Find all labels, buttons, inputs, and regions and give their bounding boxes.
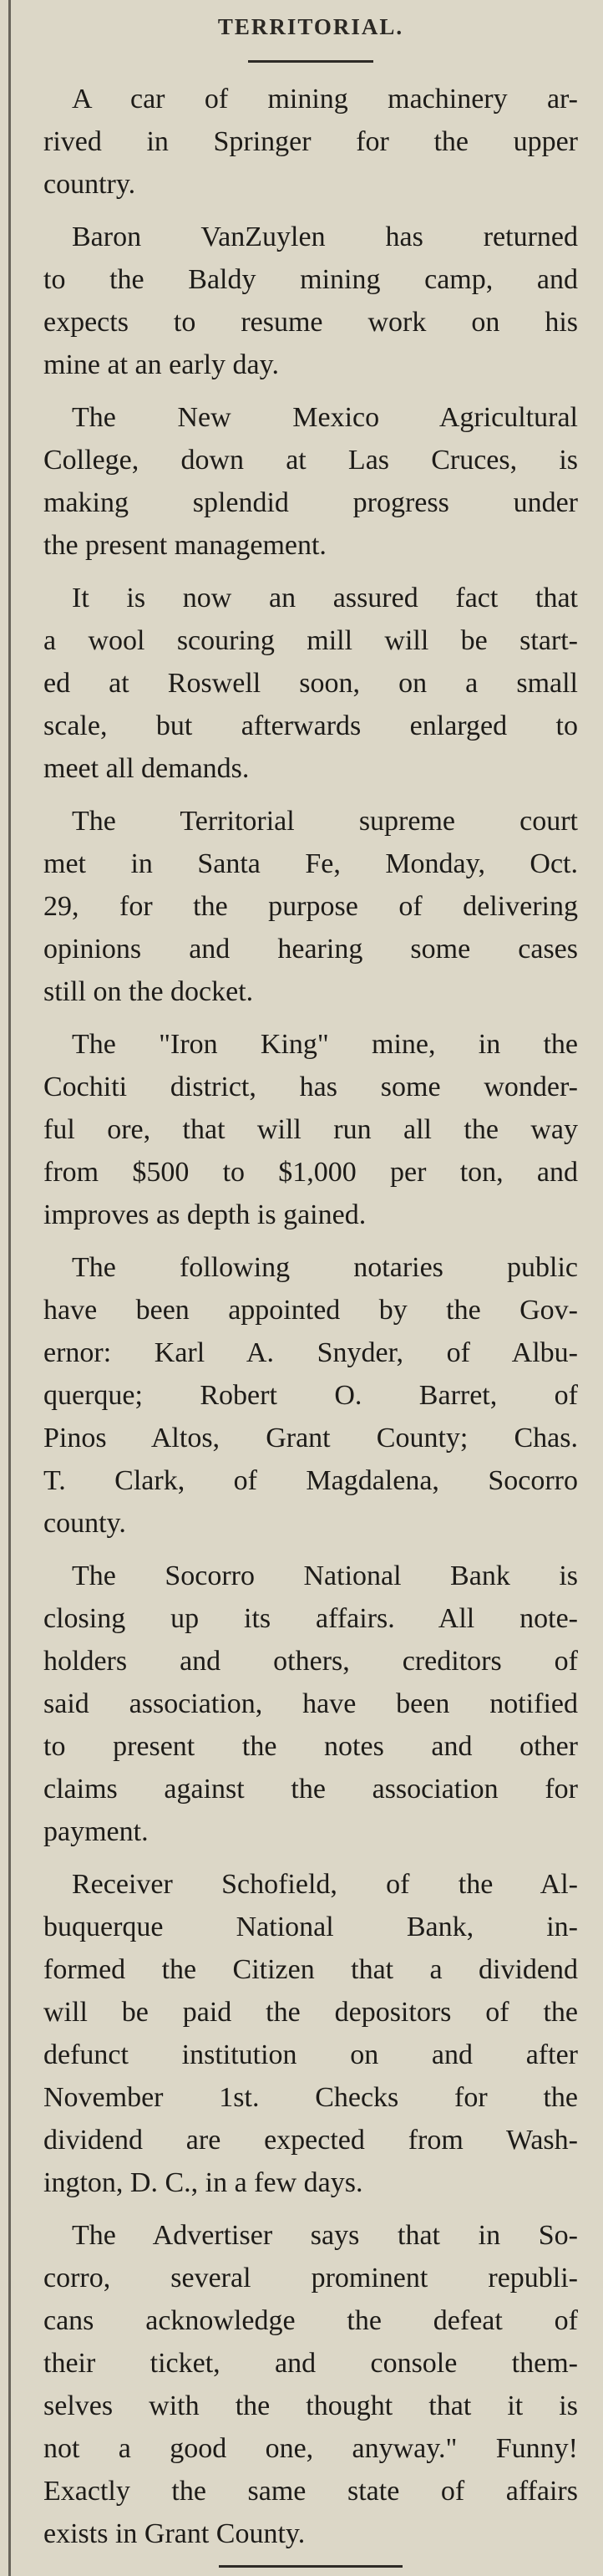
paragraph-line: improves as depth is gained. [43,1199,367,1230]
paragraph-line: Exactly the same state of affairs [43,2476,578,2507]
news-paragraph [43,1555,578,1853]
heading-divider [248,60,373,63]
paragraph-line: dividend are expected from Wash- [43,2125,578,2156]
paragraph-line: ful ore, that will run all the way [43,1114,578,1145]
news-paragraph [43,577,578,790]
paragraph-line: meet all demands. [43,753,250,784]
paragraph-line: exists in Grant County. [43,2518,306,2549]
paragraphs-container [43,78,578,2555]
paragraph-line: ington, D. C., in a few days. [43,2167,363,2198]
paragraph-line: opinions and hearing some cases [43,934,578,965]
paragraph-line: from $500 to $1,000 per ton, and [43,1157,578,1188]
paragraph-line: scale, but afterwards enlarged to [43,710,578,741]
paragraph-line: claims against the association for [43,1774,578,1805]
paragraph-line: The New Mexico Agricultural [72,402,578,433]
paragraph-line: ernor: Karl A. Snyder, of Albu- [43,1337,578,1368]
news-paragraph [43,2214,578,2555]
paragraph-line: The "Iron King" mine, in the [72,1029,578,1060]
paragraph-line: A car of mining machinery ar- [72,84,578,115]
news-paragraph [43,1023,578,1236]
paragraph-line: the present management. [43,530,327,561]
paragraph-line: cans acknowledge the defeat of [43,2305,578,2336]
news-paragraph [43,78,578,206]
paragraph-line: will be paid the depositors of the [43,1997,578,2028]
paragraph-line: The Territorial supreme court [72,806,578,837]
footer-divider [219,2565,403,2568]
paragraph-line: mine at an early day. [43,349,279,380]
news-paragraph [43,800,578,1013]
paragraph-line: The Advertiser says that in So- [72,2220,578,2251]
paragraph-line: not a good one, anyway." Funny! [43,2433,578,2464]
news-paragraph [43,1863,578,2204]
paragraph-line: country. [43,169,136,200]
paragraph-line: ed at Roswell soon, on a small [43,668,578,699]
paragraph-line: November 1st. Checks for the [43,2082,578,2113]
paragraph-line: a wool scouring mill will be start- [43,625,578,656]
paragraph-line: holders and others, creditors of [43,1646,578,1677]
news-paragraph [43,396,578,567]
paragraph-line: met in Santa Fe, Monday, Oct. [43,848,578,879]
paragraph-line: making splendid progress under [43,487,578,518]
paragraph-line: still on the docket. [43,976,254,1007]
paragraph-line: have been appointed by the Gov- [43,1295,578,1326]
paragraph-line: Cochiti district, has some wonder- [43,1072,578,1102]
paragraph-line: Receiver Schofield, of the Al- [72,1869,578,1900]
column-left-rule [8,0,11,2576]
paragraph-line: The following notaries public [72,1252,578,1283]
paragraph-line: T. Clark, of Magdalena, Socorro [43,1465,578,1496]
paragraph-line: selves with the thought that it is [43,2390,578,2421]
paragraph-line: It is now an assured fact that [72,583,578,613]
paragraph-line: corro, several prominent republi- [43,2263,578,2293]
news-paragraph [43,216,578,386]
paragraph-line: to present the notes and other [43,1731,578,1762]
paragraph-line: Pinos Altos, Grant County; Chas. [43,1423,578,1453]
paragraph-line: The Socorro National Bank is [72,1560,578,1591]
paragraph-line: 29, for the purpose of delivering [43,891,578,922]
paragraph-line: payment. [43,1816,149,1847]
paragraph-line: rived in Springer for the upper [43,126,578,157]
paragraph-line: expects to resume work on his [43,307,578,338]
paragraph-line: to the Baldy mining camp, and [43,264,578,295]
text-column [43,8,578,2568]
paragraph-line: said association, have been notified [43,1688,578,1719]
paragraph-line: Baron VanZuylen has returned [72,221,578,252]
paragraph-line: county. [43,1508,126,1539]
paragraph-line: College, down at Las Cruces, is [43,445,578,476]
news-paragraph [43,1246,578,1545]
paragraph-line: querque; Robert O. Barret, of [43,1380,578,1411]
paragraph-line: formed the Citizen that a dividend [43,1954,578,1985]
paragraph-line: closing up its affairs. All note- [43,1603,578,1634]
paragraph-line: buquerque National Bank, in- [43,1912,578,1942]
section-heading: TERRITORIAL. [217,14,404,39]
paragraph-line: defunct institution on and after [43,2039,578,2070]
paragraph-line: their ticket, and console them- [43,2348,578,2379]
